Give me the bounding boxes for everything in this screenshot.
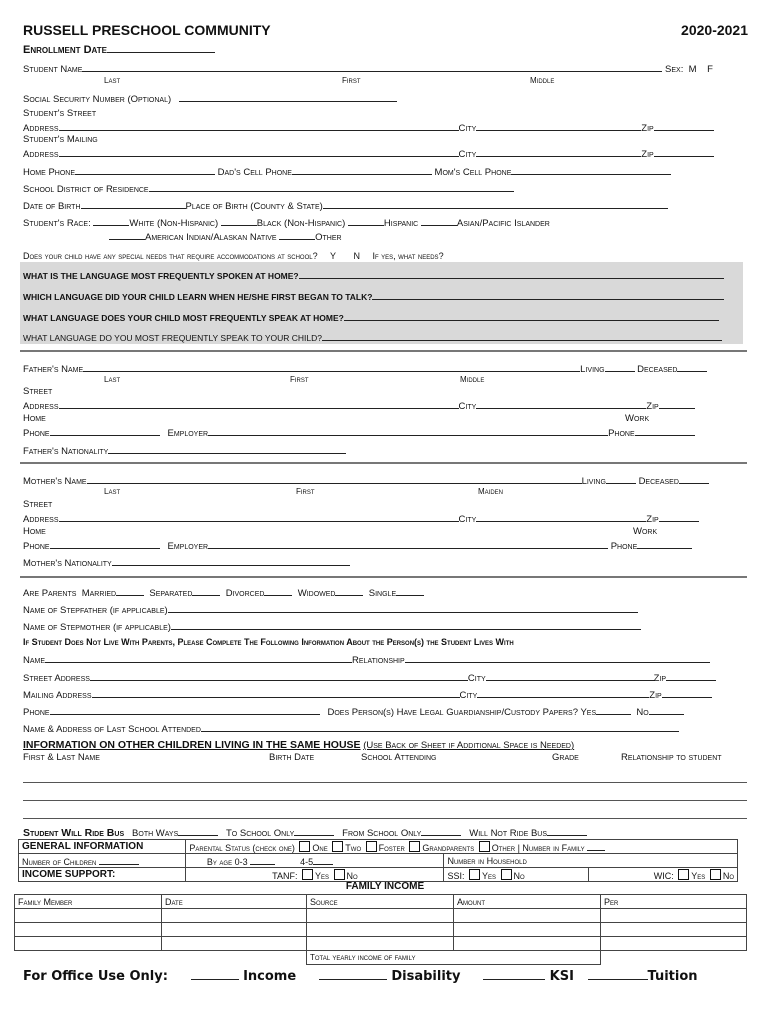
dad-cell-field[interactable] (292, 165, 432, 175)
guardian-mailing-city-field[interactable] (477, 688, 649, 698)
guardianship-no-field[interactable] (649, 705, 684, 715)
phones-row: Home Phone Dad's Cell Phone Mom's Cell Phone (23, 165, 748, 179)
general-info-table (18, 839, 738, 882)
father-deceased-field[interactable] (677, 362, 707, 372)
mother-home-label-row: Home Work (23, 526, 658, 537)
ssi-no-checkbox[interactable] (501, 869, 512, 880)
enrollment-date-row: Enrollment Date (23, 43, 748, 56)
last-school-row: Name & Address of Last School Attended (23, 722, 748, 736)
divider (20, 350, 747, 352)
mother-zip-field[interactable] (659, 512, 699, 522)
district-field[interactable] (149, 182, 514, 192)
office-ksi-field[interactable] (483, 967, 545, 980)
guardianship-yes-field[interactable] (596, 705, 631, 715)
city-field[interactable] (476, 121, 641, 131)
other-checkbox[interactable] (479, 841, 490, 852)
single-field[interactable] (396, 586, 424, 596)
stepmother-field[interactable] (171, 620, 641, 630)
mother-street-label: Street (23, 499, 53, 510)
age03-field[interactable] (250, 855, 275, 865)
sub-first: First (290, 375, 309, 384)
family-income-title: FAMILY INCOME (345, 881, 425, 892)
language-q4-field[interactable] (322, 331, 722, 341)
guardian-phone-field[interactable] (50, 705, 320, 715)
race-hispanic-field[interactable] (348, 216, 384, 226)
child-entry-line[interactable] (23, 818, 747, 819)
enrollment-date-field[interactable] (107, 43, 215, 53)
father-phone-field[interactable] (50, 426, 160, 436)
age45-field[interactable] (313, 855, 333, 865)
bus-from-field[interactable] (421, 826, 461, 836)
mailing-label: Student's Mailing (23, 134, 98, 145)
street-field[interactable] (59, 121, 459, 131)
guardian-zip-field[interactable] (666, 671, 716, 681)
father-home-label-row: Home Work (23, 413, 650, 424)
father-nationality-field[interactable] (108, 444, 346, 454)
home-phone-field[interactable] (75, 165, 215, 175)
office-income-field[interactable] (191, 967, 239, 980)
needs-yes-option[interactable]: Y (329, 251, 336, 261)
mother-living-field[interactable] (606, 474, 636, 484)
guardian-mailing-field[interactable] (92, 688, 460, 698)
special-needs-row: Does your child have any special needs that require accommodations at school? Y N If yes, what needs? (23, 251, 444, 261)
father-name-row: Father's Name Living Deceased (23, 362, 748, 376)
stepfather-row: Name of Stepfather (if applicable) (23, 603, 748, 617)
stepfather-field[interactable] (168, 603, 638, 613)
guardian-mailing-row: Mailing Address City Zip (23, 688, 748, 702)
race-row: Student's Race: White (Non-Hispanic) Black (Non-Hispanic) Hispanic Asian/Pacific Islander (23, 218, 550, 229)
father-zip-field[interactable] (659, 399, 695, 409)
sub-maiden: Maiden (478, 487, 504, 496)
guardian-relationship-field[interactable] (405, 653, 710, 663)
sub-last: Last (104, 487, 121, 496)
office-tuition-field[interactable] (588, 967, 648, 980)
district-row: School District of Residence (23, 182, 748, 196)
dob-field[interactable] (81, 199, 186, 209)
parent-status-row: Are Parents Married Separated Divorced Widowed Single (23, 586, 748, 600)
language-q3-row: WHAT LANGUAGE DOES YOUR CHILD MOST FREQUENTLY SPEAK AT HOME? (23, 311, 740, 324)
father-employer-field[interactable] (208, 426, 608, 436)
mailing-row: Address City Zip (23, 147, 748, 161)
mother-phone-row: Phone Employer Phone (23, 539, 748, 553)
mother-address-row: Address City Zip (23, 512, 748, 526)
children-heading-row: INFORMATION ON OTHER CHILDREN LIVING IN THE SAME HOUSE (Use Back of Sheet if Additional Space is Needed) (23, 739, 575, 751)
general-row-2: Number of Children By age 0-3 4-5 Number in Household (19, 854, 738, 868)
married-field[interactable] (116, 586, 144, 596)
general-row-1: GENERAL INFORMATION Parental Status (check one) One Two Foster Grandparents Other | Number in Family (19, 840, 738, 854)
father-nationality-row: Father's Nationality (23, 444, 748, 458)
income-total-row: Total yearly income of family (15, 951, 747, 965)
tanf-yes-checkbox[interactable] (302, 869, 313, 880)
child-entry-line[interactable] (23, 782, 747, 783)
guardian-street-field[interactable] (90, 671, 468, 681)
children-columns-row: First & Last Name Birth Date School Attending Grade Relationship to student (23, 752, 722, 763)
child-entry-line[interactable] (23, 800, 747, 801)
street-row: Address City Zip (23, 121, 748, 135)
mother-name-row: Mother's Name Living Deceased (23, 474, 748, 488)
mother-city-field[interactable] (476, 512, 646, 522)
bus-both-field[interactable] (178, 826, 218, 836)
street-label: Student's Street (23, 108, 97, 119)
language-q2-field[interactable] (372, 290, 724, 300)
family-income-table (14, 894, 747, 965)
needs-no-option[interactable]: N (353, 251, 360, 261)
father-name-field[interactable] (83, 362, 580, 372)
sub-middle: Middle (530, 76, 555, 85)
sub-first: First (342, 76, 361, 85)
family-count-field[interactable] (587, 841, 605, 851)
divider (20, 576, 747, 578)
birth-row: Date of Birth Place of Birth (County & State) (23, 199, 748, 213)
mailing-field[interactable] (59, 147, 459, 157)
sex-f-option[interactable]: F (707, 64, 713, 75)
grandparents-checkbox[interactable] (409, 841, 420, 852)
stepmother-row: Name of Stepmother (if applicable) (23, 620, 748, 634)
general-row-3: INCOME SUPPORT: TANF: Yes No SSI: Yes No WIC: Yes No (19, 868, 738, 882)
mailing-city-field[interactable] (476, 147, 641, 157)
sub-last: Last (104, 375, 121, 384)
guardian-city-field[interactable] (486, 671, 654, 681)
guardian-instructions: If Student Does Not Live With Parents, Please Complete The Following Information About the Person(s) the Student Lives With (23, 637, 514, 647)
guardian-phone-row: Phone Does Person(s) Have Legal Guardianship/Custody Papers? Yes No (23, 705, 748, 719)
mother-nationality-field[interactable] (112, 556, 350, 566)
language-q1-row: WHAT IS THE LANGUAGE MOST FREQUENTLY SPOKEN AT HOME? (23, 269, 740, 282)
pob-field[interactable] (323, 199, 668, 209)
income-row[interactable] (15, 923, 747, 937)
mother-employer-field[interactable] (208, 539, 608, 549)
zip-field[interactable] (654, 121, 714, 131)
race-white-field[interactable] (93, 216, 129, 226)
race-black-field[interactable] (221, 216, 257, 226)
ssi-yes-checkbox[interactable] (469, 869, 480, 880)
father-address-row: Address City Zip (23, 399, 748, 413)
language-q4-row: WHAT LANGUAGE DO YOU MOST FREQUENTLY SPEAK TO YOUR CHILD? (23, 331, 740, 344)
mother-nationality-row: Mother's Nationality (23, 556, 748, 570)
race-other-field[interactable] (279, 230, 315, 240)
bus-never-field[interactable] (547, 826, 587, 836)
two-checkbox[interactable] (332, 841, 343, 852)
separated-field[interactable] (192, 586, 220, 596)
language-q3-field[interactable] (344, 311, 719, 321)
children-count-field[interactable] (99, 855, 139, 865)
student-name-row: Student Name Sex: M F (23, 64, 713, 75)
mailing-zip-field[interactable] (654, 147, 714, 157)
father-living-field[interactable] (605, 362, 635, 372)
sub-first: First (296, 487, 315, 496)
mother-work-phone-field[interactable] (637, 539, 692, 549)
language-section (20, 262, 743, 344)
mother-address-field[interactable] (59, 512, 459, 522)
bus-to-field[interactable] (294, 826, 334, 836)
race-asian-field[interactable] (421, 216, 457, 226)
guardian-name-row: Name Relationship (23, 653, 748, 667)
wic-yes-checkbox[interactable] (678, 869, 689, 880)
guardian-street-row: Street Address City Zip (23, 671, 748, 685)
mother-deceased-field[interactable] (679, 474, 709, 484)
guardian-name-field[interactable] (45, 653, 352, 663)
school-year: 2020-2021 (681, 22, 748, 38)
sub-middle: Middle (460, 375, 485, 384)
office-use-row: For Office Use Only: Income Disability KSI Tuition (23, 969, 698, 984)
one-checkbox[interactable] (299, 841, 310, 852)
last-school-field[interactable] (201, 722, 679, 732)
widowed-field[interactable] (335, 586, 363, 596)
race-native-field[interactable] (109, 230, 145, 240)
father-address-field[interactable] (59, 399, 459, 409)
ssn-field[interactable] (179, 92, 397, 102)
mother-name-field[interactable] (87, 474, 582, 484)
income-row[interactable] (15, 909, 747, 923)
mom-cell-field[interactable] (511, 165, 671, 175)
father-work-phone-field[interactable] (635, 426, 695, 436)
sub-last: Last (104, 76, 121, 85)
office-disability-field[interactable] (319, 967, 387, 980)
sex-m-option[interactable]: M (688, 64, 697, 75)
language-q2-row: WHICH LANGUAGE DID YOUR CHILD LEARN WHEN HE/SHE FIRST BEGAN TO TALK? (23, 290, 740, 303)
mother-phone-field[interactable] (50, 539, 160, 549)
bus-row: Student Will Ride Bus Both Ways To School Only From School Only Will Not Ride Bus (23, 826, 748, 840)
tanf-no-checkbox[interactable] (334, 869, 345, 880)
income-row[interactable] (15, 937, 747, 951)
father-city-field[interactable] (476, 399, 646, 409)
ssn-row: Social Security Number (Optional) (23, 92, 748, 106)
divider (20, 462, 747, 464)
student-name-field[interactable] (82, 62, 662, 72)
race-row-2: American Indian/Alaskan Native Other (23, 230, 748, 244)
father-street-label: Street (23, 386, 53, 397)
language-q1-field[interactable] (299, 269, 724, 279)
divorced-field[interactable] (264, 586, 292, 596)
foster-checkbox[interactable] (366, 841, 377, 852)
school-title: RUSSELL PRESCHOOL COMMUNITY (23, 22, 271, 38)
income-header-row: Family Member Date Source Amount Per (15, 895, 747, 909)
wic-no-checkbox[interactable] (710, 869, 721, 880)
guardian-mailing-zip-field[interactable] (662, 688, 712, 698)
father-phone-row: Phone Employer Phone (23, 426, 748, 440)
